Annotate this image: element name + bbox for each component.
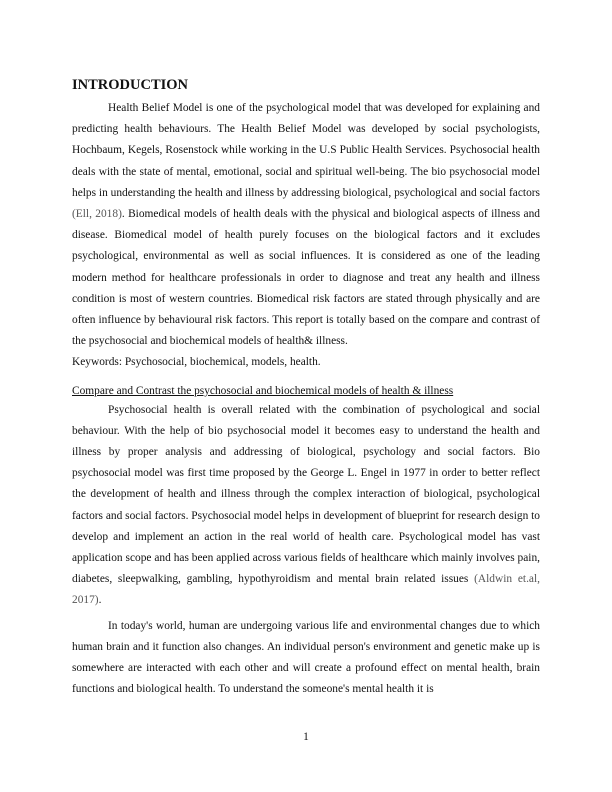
intro-paragraph (72, 98, 540, 352)
section-subheading: Compare and Contrast the psychosocial and biochemical models of health & illness (72, 384, 454, 397)
para2-citation: (Aldwin et.al, 2017) (72, 573, 540, 607)
document-page (72, 76, 540, 700)
keywords-line: Keywords: Psychosocial, biochemical, models, health. (72, 356, 321, 369)
psychosocial-paragraph (72, 400, 540, 612)
section-heading: INTRODUCTION (72, 77, 189, 93)
page-number: 1 (303, 731, 309, 743)
para2-text: Psychosocial health is overall related with the combination of psychological and social behaviour. With the help of bio psychosocial model it becomes easy to understand the health and illness by proper analysis and addressing of biological, psychology and social factors. Bio psychosocial model was first time proposed by the George L. Engel in 1977 in order to better reflect the development of health and illness through the complex interaction of biological, psychological factors and social factors. Psychosocial model helps in development of blueprint for research design to develop and implement an action in the real world of health care. Psychological model has vast application scope and has been applied across various fields of healthcare which mainly involves pain, diabetes, sleepwalking, gambling, hypothyroidism and mental brain related issues (72, 403, 540, 586)
intro-citation: (Ell, 2018) (72, 208, 122, 221)
para2-text-end: . (98, 594, 102, 607)
intro-text-continued: . Biomedical models of health deals with the physical and biological aspects of illness and disease. Biomedical model of health purely focuses on the biological factors and it excludes psychological, environmental as well as social influences. It is considered as one of the leading modern method for healthcare professionals in order to diagnose and treat any health and illness condition is most of western countries. Biomedical risk factors are stated through physically and are often influence by behavioural risk factors. This report is totally based on the compare and contrast of the psychosocial and biochemical models of health& illness. (72, 208, 540, 348)
environment-paragraph: In today's world, human are undergoing various life and environmental changes due to which human brain and it function also changes. An individual person's environment and genetic make up is somewhere are interacted with each other and will create a profound effect on mental health, brain functions and biological health. To understand the someone's mental health it is (72, 619, 540, 696)
intro-text: Health Belief Model is one of the psychological model that was developed for explaining and predicting health behaviours. The Health Belief Model was developed by social psychologists, Hochbaum, Kegels, Rosenstock while working in the U.S Public Health Services. Psychosocial health deals with the state of mental, emotional, social and spiritual well-being. The bio psychosocial model helps in understanding the health and illness by addressing biological, psychological and social factors (72, 102, 540, 199)
